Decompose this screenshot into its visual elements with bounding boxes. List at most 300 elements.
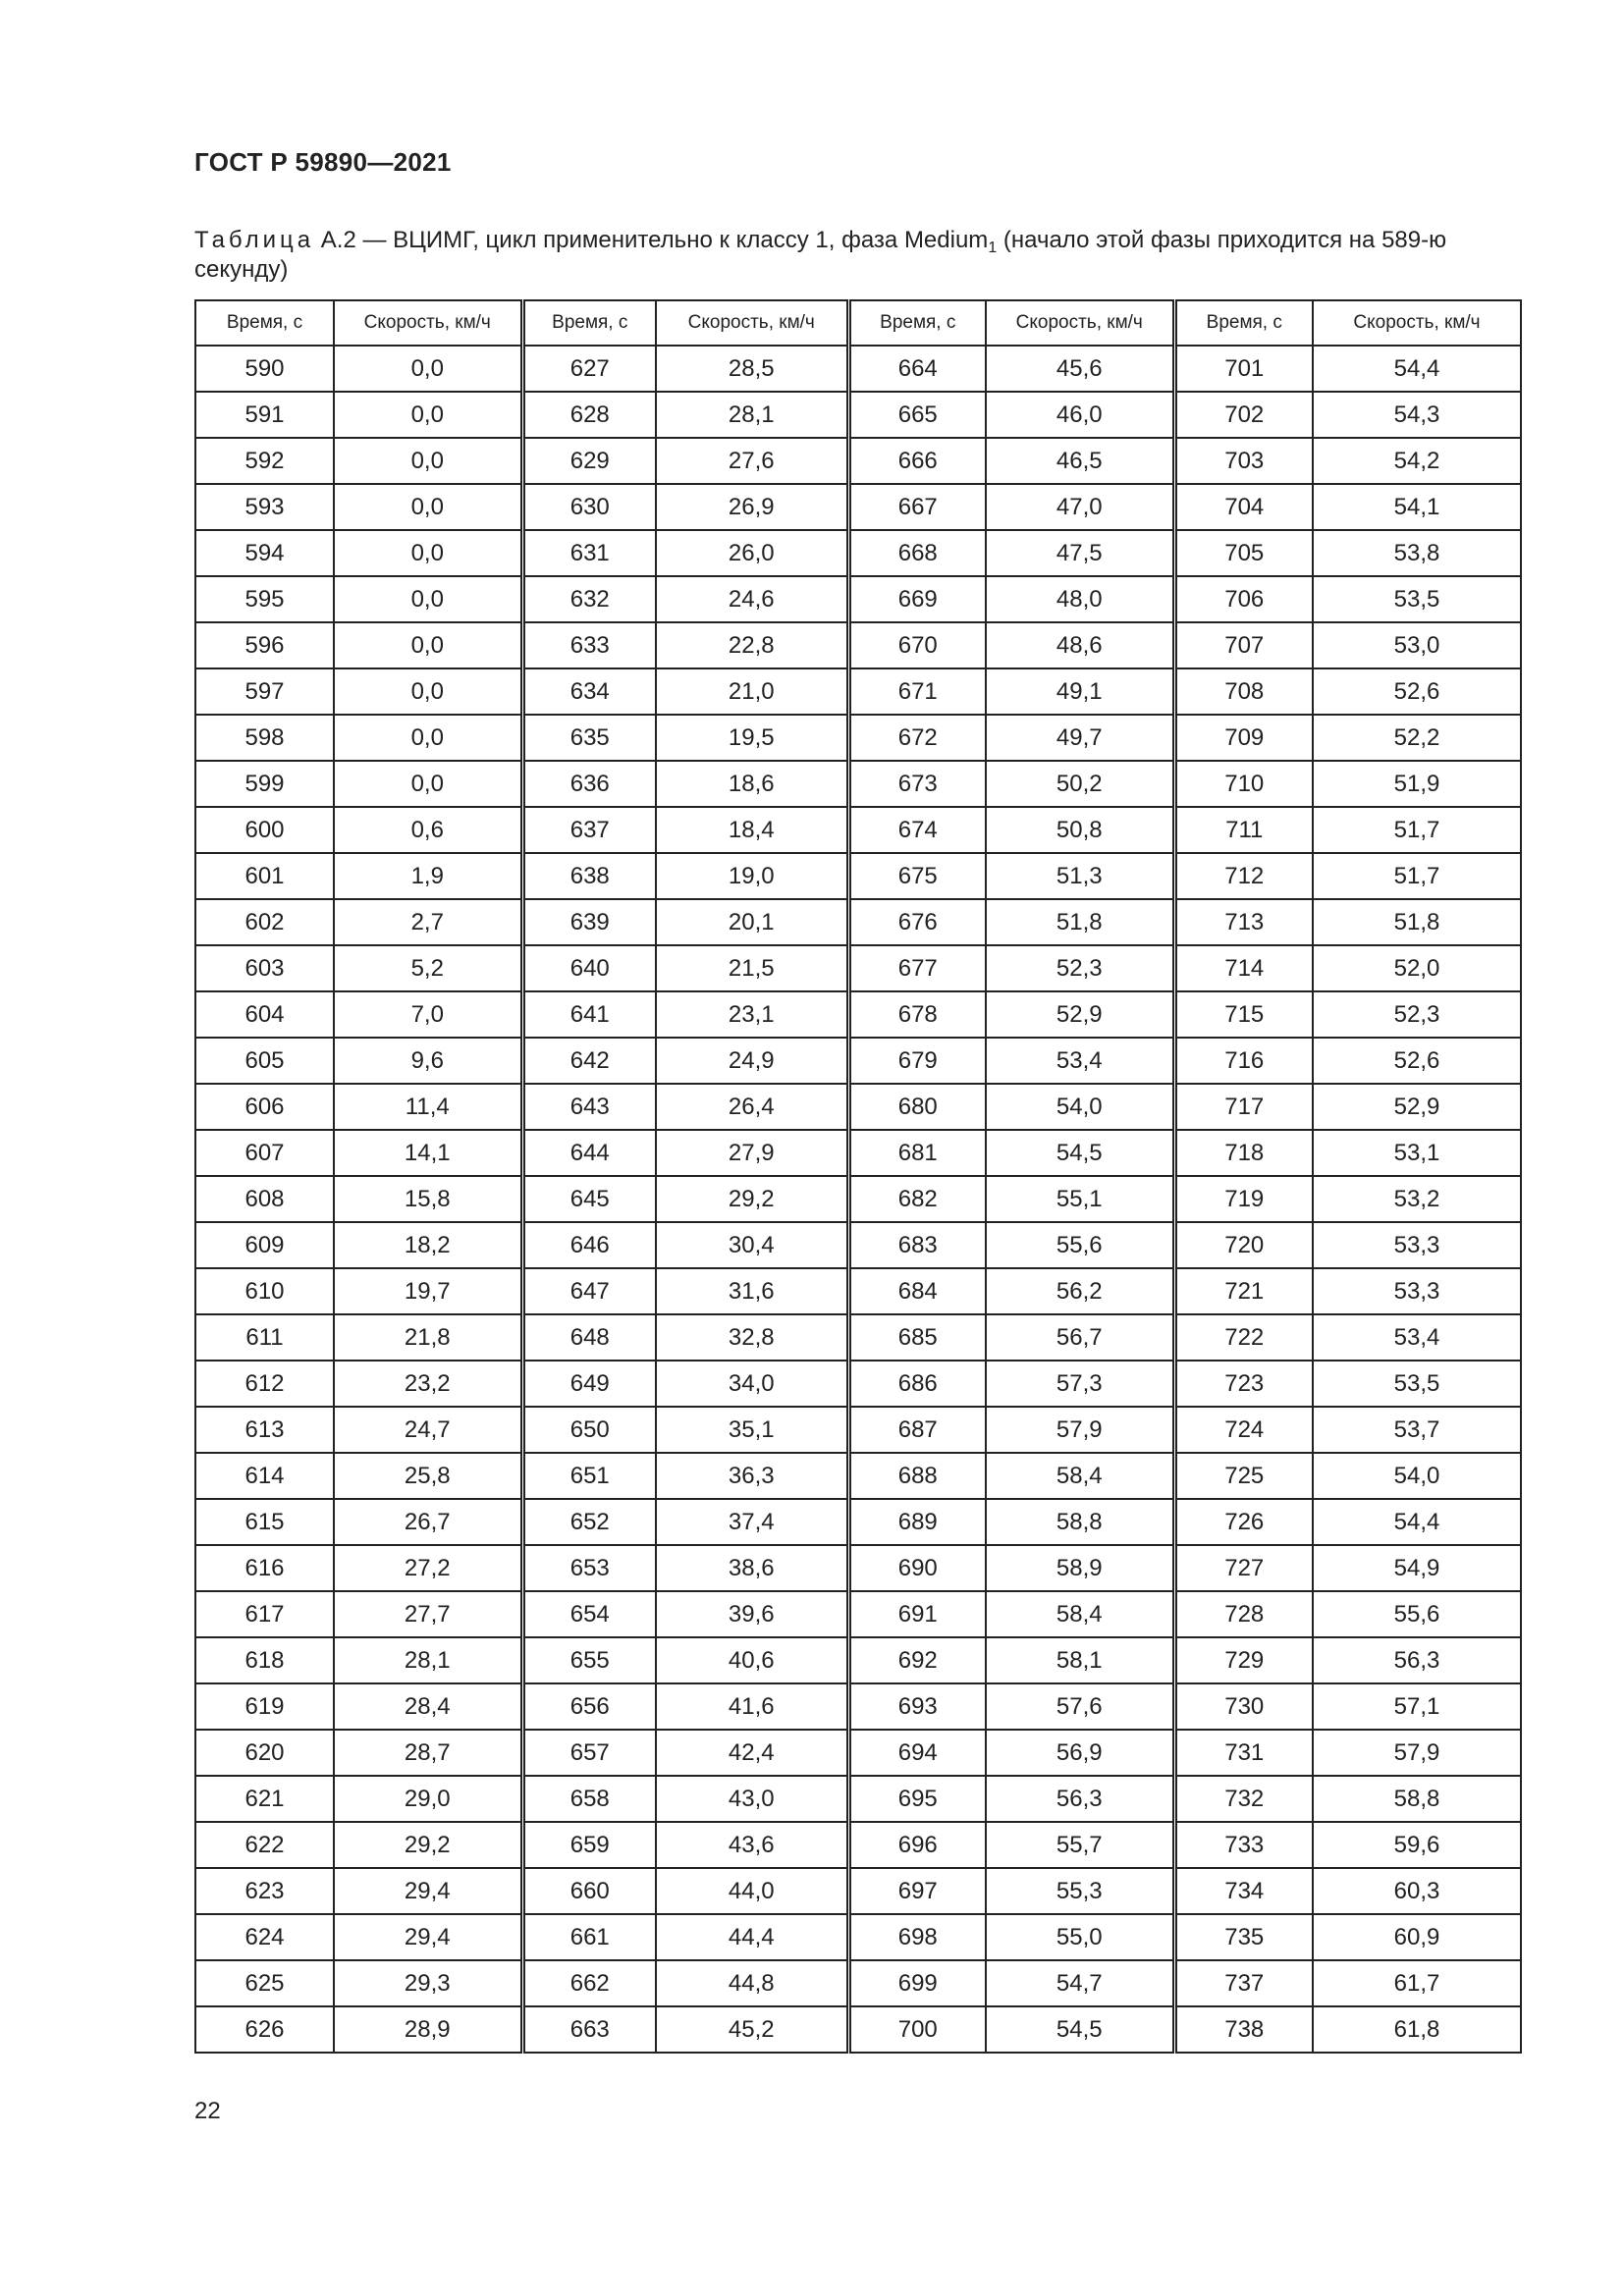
time-cell: 715 <box>1174 991 1313 1038</box>
time-cell: 732 <box>1174 1776 1313 1822</box>
time-cell: 590 <box>195 346 334 392</box>
speed-cell: 58,8 <box>1313 1776 1521 1822</box>
table-row <box>195 1822 1521 1868</box>
speed-cell: 11,4 <box>334 1084 522 1130</box>
speed-cell: 56,9 <box>986 1730 1174 1776</box>
table-row <box>195 1407 1521 1453</box>
speed-cell: 29,4 <box>334 1868 522 1914</box>
time-cell: 673 <box>848 761 986 807</box>
time-cell: 626 <box>195 2006 334 2053</box>
speed-cell: 0,0 <box>334 668 522 715</box>
table-row <box>195 715 1521 761</box>
time-cell: 647 <box>522 1268 656 1314</box>
speed-cell: 59,6 <box>1313 1822 1521 1868</box>
time-cell: 681 <box>848 1130 986 1176</box>
speed-cell: 37,4 <box>656 1499 848 1545</box>
speed-cell: 46,0 <box>986 392 1174 438</box>
speed-cell: 27,7 <box>334 1591 522 1637</box>
speed-cell: 19,5 <box>656 715 848 761</box>
time-cell: 667 <box>848 484 986 530</box>
time-cell: 702 <box>1174 392 1313 438</box>
speed-cell: 27,2 <box>334 1545 522 1591</box>
time-cell: 617 <box>195 1591 334 1637</box>
time-cell: 668 <box>848 530 986 576</box>
time-cell: 613 <box>195 1407 334 1453</box>
speed-cell: 0,0 <box>334 715 522 761</box>
table-row <box>195 484 1521 530</box>
time-cell: 652 <box>522 1499 656 1545</box>
time-cell: 719 <box>1174 1176 1313 1222</box>
time-cell: 705 <box>1174 530 1313 576</box>
speed-cell: 23,2 <box>334 1361 522 1407</box>
time-cell: 651 <box>522 1453 656 1499</box>
speed-cell: 54,3 <box>1313 392 1521 438</box>
speed-cell: 53,1 <box>1313 1130 1521 1176</box>
speed-cell: 51,3 <box>986 853 1174 899</box>
table-row <box>195 1914 1521 1960</box>
speed-cell: 55,6 <box>1313 1591 1521 1637</box>
speed-cell: 41,6 <box>656 1683 848 1730</box>
time-cell: 729 <box>1174 1637 1313 1683</box>
speed-cell: 53,0 <box>1313 622 1521 668</box>
table-row <box>195 2006 1521 2053</box>
time-cell: 630 <box>522 484 656 530</box>
time-cell: 663 <box>522 2006 656 2053</box>
table-row <box>195 668 1521 715</box>
speed-cell: 35,1 <box>656 1407 848 1453</box>
time-cell: 645 <box>522 1176 656 1222</box>
speed-cell: 55,1 <box>986 1176 1174 1222</box>
time-cell: 684 <box>848 1268 986 1314</box>
speed-cell: 58,8 <box>986 1499 1174 1545</box>
table-row <box>195 1499 1521 1545</box>
speed-cell: 51,8 <box>1313 899 1521 945</box>
table-row <box>195 1591 1521 1637</box>
time-cell: 603 <box>195 945 334 991</box>
speed-cell: 26,0 <box>656 530 848 576</box>
time-cell: 618 <box>195 1637 334 1683</box>
speed-cell: 34,0 <box>656 1361 848 1407</box>
time-cell: 723 <box>1174 1361 1313 1407</box>
time-cell: 695 <box>848 1776 986 1822</box>
table-row <box>195 1776 1521 1822</box>
speed-cell: 15,8 <box>334 1176 522 1222</box>
speed-cell: 1,9 <box>334 853 522 899</box>
time-cell: 642 <box>522 1038 656 1084</box>
speed-cell: 25,8 <box>334 1453 522 1499</box>
time-cell: 639 <box>522 899 656 945</box>
time-cell: 625 <box>195 1960 334 2006</box>
speed-cell: 55,6 <box>986 1222 1174 1268</box>
time-cell: 687 <box>848 1407 986 1453</box>
speed-cell: 54,2 <box>1313 438 1521 484</box>
speed-cell: 0,0 <box>334 576 522 622</box>
time-cell: 727 <box>1174 1545 1313 1591</box>
time-cell: 718 <box>1174 1130 1313 1176</box>
speed-cell: 21,0 <box>656 668 848 715</box>
speed-cell: 58,1 <box>986 1637 1174 1683</box>
speed-cell: 52,9 <box>1313 1084 1521 1130</box>
time-cell: 638 <box>522 853 656 899</box>
speed-cell: 57,1 <box>1313 1683 1521 1730</box>
table-row <box>195 1683 1521 1730</box>
table-row <box>195 1361 1521 1407</box>
time-cell: 592 <box>195 438 334 484</box>
time-cell: 646 <box>522 1222 656 1268</box>
speed-time-table <box>194 299 1522 2054</box>
table-row <box>195 1176 1521 1222</box>
table-row <box>195 1453 1521 1499</box>
speed-cell: 54,9 <box>1313 1545 1521 1591</box>
time-cell: 631 <box>522 530 656 576</box>
speed-cell: 57,9 <box>1313 1730 1521 1776</box>
speed-cell: 2,7 <box>334 899 522 945</box>
time-cell: 731 <box>1174 1730 1313 1776</box>
column-header-time: Время, с <box>195 300 334 346</box>
speed-cell: 28,1 <box>334 1637 522 1683</box>
time-cell: 634 <box>522 668 656 715</box>
speed-cell: 0,0 <box>334 346 522 392</box>
table-caption-subscript: 1 <box>988 240 998 256</box>
time-cell: 685 <box>848 1314 986 1361</box>
time-cell: 693 <box>848 1683 986 1730</box>
time-cell: 733 <box>1174 1822 1313 1868</box>
column-header-speed: Скорость, км/ч <box>656 300 848 346</box>
time-cell: 689 <box>848 1499 986 1545</box>
time-cell: 698 <box>848 1914 986 1960</box>
time-cell: 654 <box>522 1591 656 1637</box>
time-cell: 661 <box>522 1914 656 1960</box>
time-cell: 704 <box>1174 484 1313 530</box>
time-cell: 726 <box>1174 1499 1313 1545</box>
time-cell: 676 <box>848 899 986 945</box>
table-row <box>195 576 1521 622</box>
table-header-row <box>195 300 1521 346</box>
time-cell: 683 <box>848 1222 986 1268</box>
table-row <box>195 1038 1521 1084</box>
speed-cell: 18,2 <box>334 1222 522 1268</box>
page-number: 22 <box>194 2098 221 2124</box>
table-row <box>195 1730 1521 1776</box>
time-cell: 591 <box>195 392 334 438</box>
speed-cell: 30,4 <box>656 1222 848 1268</box>
speed-cell: 51,7 <box>1313 853 1521 899</box>
time-cell: 622 <box>195 1822 334 1868</box>
table-body <box>195 346 1521 2053</box>
speed-cell: 54,5 <box>986 2006 1174 2053</box>
speed-cell: 58,9 <box>986 1545 1174 1591</box>
speed-cell: 43,0 <box>656 1776 848 1822</box>
table-caption-text-tail: (начало этой фазы приходится на 589-ю секунду) <box>194 227 1447 283</box>
speed-cell: 53,4 <box>1313 1314 1521 1361</box>
time-cell: 717 <box>1174 1084 1313 1130</box>
time-cell: 628 <box>522 392 656 438</box>
speed-cell: 7,0 <box>334 991 522 1038</box>
time-cell: 615 <box>195 1499 334 1545</box>
time-cell: 644 <box>522 1130 656 1176</box>
speed-cell: 55,7 <box>986 1822 1174 1868</box>
time-cell: 714 <box>1174 945 1313 991</box>
column-header-time: Время, с <box>1174 300 1313 346</box>
time-cell: 703 <box>1174 438 1313 484</box>
speed-cell: 22,8 <box>656 622 848 668</box>
speed-cell: 58,4 <box>986 1453 1174 1499</box>
speed-cell: 45,6 <box>986 346 1174 392</box>
speed-cell: 57,6 <box>986 1683 1174 1730</box>
time-cell: 738 <box>1174 2006 1313 2053</box>
table-row <box>195 1545 1521 1591</box>
table-row <box>195 991 1521 1038</box>
speed-cell: 18,4 <box>656 807 848 853</box>
speed-cell: 31,6 <box>656 1268 848 1314</box>
time-cell: 612 <box>195 1361 334 1407</box>
speed-cell: 47,5 <box>986 530 1174 576</box>
column-header-speed: Скорость, км/ч <box>986 300 1174 346</box>
speed-cell: 39,6 <box>656 1591 848 1637</box>
speed-cell: 29,4 <box>334 1914 522 1960</box>
table-row <box>195 1130 1521 1176</box>
speed-cell: 44,0 <box>656 1868 848 1914</box>
time-cell: 728 <box>1174 1591 1313 1637</box>
time-cell: 678 <box>848 991 986 1038</box>
time-cell: 653 <box>522 1545 656 1591</box>
speed-cell: 44,4 <box>656 1914 848 1960</box>
time-cell: 627 <box>522 346 656 392</box>
speed-cell: 14,1 <box>334 1130 522 1176</box>
time-cell: 722 <box>1174 1314 1313 1361</box>
time-cell: 662 <box>522 1960 656 2006</box>
time-cell: 629 <box>522 438 656 484</box>
speed-cell: 45,2 <box>656 2006 848 2053</box>
speed-cell: 54,0 <box>986 1084 1174 1130</box>
time-cell: 690 <box>848 1545 986 1591</box>
speed-cell: 26,7 <box>334 1499 522 1545</box>
time-cell: 692 <box>848 1637 986 1683</box>
time-cell: 724 <box>1174 1407 1313 1453</box>
speed-cell: 28,4 <box>334 1683 522 1730</box>
speed-cell: 52,6 <box>1313 668 1521 715</box>
time-cell: 725 <box>1174 1453 1313 1499</box>
speed-cell: 54,1 <box>1313 484 1521 530</box>
time-cell: 664 <box>848 346 986 392</box>
table-row <box>195 761 1521 807</box>
speed-cell: 28,9 <box>334 2006 522 2053</box>
speed-cell: 9,6 <box>334 1038 522 1084</box>
speed-cell: 27,6 <box>656 438 848 484</box>
speed-cell: 21,5 <box>656 945 848 991</box>
speed-cell: 28,7 <box>334 1730 522 1776</box>
time-cell: 697 <box>848 1868 986 1914</box>
time-cell: 636 <box>522 761 656 807</box>
speed-cell: 54,4 <box>1313 1499 1521 1545</box>
speed-cell: 54,7 <box>986 1960 1174 2006</box>
speed-cell: 60,3 <box>1313 1868 1521 1914</box>
table-row <box>195 1960 1521 2006</box>
speed-cell: 53,3 <box>1313 1268 1521 1314</box>
speed-cell: 29,3 <box>334 1960 522 2006</box>
time-cell: 643 <box>522 1084 656 1130</box>
speed-cell: 28,1 <box>656 392 848 438</box>
speed-cell: 51,7 <box>1313 807 1521 853</box>
time-cell: 656 <box>522 1683 656 1730</box>
table-caption <box>194 226 1520 285</box>
time-cell: 595 <box>195 576 334 622</box>
speed-cell: 58,4 <box>986 1591 1174 1637</box>
time-cell: 707 <box>1174 622 1313 668</box>
time-cell: 657 <box>522 1730 656 1776</box>
time-cell: 620 <box>195 1730 334 1776</box>
time-cell: 701 <box>1174 346 1313 392</box>
table-row <box>195 1868 1521 1914</box>
time-cell: 610 <box>195 1268 334 1314</box>
speed-cell: 56,3 <box>1313 1637 1521 1683</box>
column-header-time: Время, с <box>848 300 986 346</box>
time-cell: 632 <box>522 576 656 622</box>
time-cell: 694 <box>848 1730 986 1776</box>
time-cell: 666 <box>848 438 986 484</box>
time-cell: 623 <box>195 1868 334 1914</box>
speed-cell: 56,7 <box>986 1314 1174 1361</box>
time-cell: 600 <box>195 807 334 853</box>
speed-cell: 44,8 <box>656 1960 848 2006</box>
table-row <box>195 807 1521 853</box>
speed-cell: 24,7 <box>334 1407 522 1453</box>
speed-cell: 26,9 <box>656 484 848 530</box>
speed-cell: 0,6 <box>334 807 522 853</box>
speed-cell: 50,8 <box>986 807 1174 853</box>
speed-cell: 54,4 <box>1313 346 1521 392</box>
speed-cell: 0,0 <box>334 530 522 576</box>
speed-cell: 57,9 <box>986 1407 1174 1453</box>
speed-cell: 48,6 <box>986 622 1174 668</box>
speed-cell: 0,0 <box>334 761 522 807</box>
speed-cell: 51,9 <box>1313 761 1521 807</box>
table-row <box>195 530 1521 576</box>
table-row <box>195 438 1521 484</box>
speed-cell: 55,0 <box>986 1914 1174 1960</box>
time-cell: 605 <box>195 1038 334 1084</box>
speed-cell: 61,7 <box>1313 1960 1521 2006</box>
time-cell: 675 <box>848 853 986 899</box>
time-cell: 640 <box>522 945 656 991</box>
time-cell: 699 <box>848 1960 986 2006</box>
time-cell: 665 <box>848 392 986 438</box>
speed-cell: 28,5 <box>656 346 848 392</box>
time-cell: 614 <box>195 1453 334 1499</box>
table-row <box>195 945 1521 991</box>
time-cell: 596 <box>195 622 334 668</box>
time-cell: 710 <box>1174 761 1313 807</box>
speed-cell: 52,3 <box>1313 991 1521 1038</box>
speed-cell: 52,0 <box>1313 945 1521 991</box>
time-cell: 602 <box>195 899 334 945</box>
speed-cell: 29,0 <box>334 1776 522 1822</box>
time-cell: 720 <box>1174 1222 1313 1268</box>
speed-cell: 43,6 <box>656 1822 848 1868</box>
time-cell: 674 <box>848 807 986 853</box>
time-cell: 619 <box>195 1683 334 1730</box>
time-cell: 594 <box>195 530 334 576</box>
speed-cell: 53,8 <box>1313 530 1521 576</box>
speed-cell: 53,5 <box>1313 576 1521 622</box>
time-cell: 633 <box>522 622 656 668</box>
time-cell: 648 <box>522 1314 656 1361</box>
speed-cell: 53,5 <box>1313 1361 1521 1407</box>
time-cell: 607 <box>195 1130 334 1176</box>
table-caption-text: — ВЦИМГ, цикл применительно к классу 1, фаза Medium <box>355 227 989 253</box>
speed-cell: 47,0 <box>986 484 1174 530</box>
speed-cell: 0,0 <box>334 392 522 438</box>
speed-cell: 42,4 <box>656 1730 848 1776</box>
speed-cell: 24,6 <box>656 576 848 622</box>
time-cell: 691 <box>848 1591 986 1637</box>
time-cell: 696 <box>848 1822 986 1868</box>
speed-cell: 38,6 <box>656 1545 848 1591</box>
speed-cell: 29,2 <box>334 1822 522 1868</box>
speed-cell: 55,3 <box>986 1868 1174 1914</box>
speed-cell: 52,2 <box>1313 715 1521 761</box>
speed-cell: 26,4 <box>656 1084 848 1130</box>
time-cell: 616 <box>195 1545 334 1591</box>
time-cell: 635 <box>522 715 656 761</box>
speed-cell: 20,1 <box>656 899 848 945</box>
speed-cell: 0,0 <box>334 484 522 530</box>
speed-cell: 29,2 <box>656 1176 848 1222</box>
time-cell: 730 <box>1174 1683 1313 1730</box>
table-row <box>195 622 1521 668</box>
speed-cell: 53,4 <box>986 1038 1174 1084</box>
time-cell: 598 <box>195 715 334 761</box>
speed-cell: 27,9 <box>656 1130 848 1176</box>
speed-cell: 19,0 <box>656 853 848 899</box>
speed-cell: 0,0 <box>334 622 522 668</box>
time-cell: 641 <box>522 991 656 1038</box>
time-cell: 637 <box>522 807 656 853</box>
table-row <box>195 346 1521 392</box>
time-cell: 658 <box>522 1776 656 1822</box>
document-header: ГОСТ Р 59890—2021 <box>194 147 452 177</box>
time-cell: 649 <box>522 1361 656 1407</box>
time-cell: 601 <box>195 853 334 899</box>
time-cell: 737 <box>1174 1960 1313 2006</box>
time-cell: 670 <box>848 622 986 668</box>
speed-cell: 23,1 <box>656 991 848 1038</box>
speed-cell: 57,3 <box>986 1361 1174 1407</box>
column-header-time: Время, с <box>522 300 656 346</box>
time-cell: 671 <box>848 668 986 715</box>
time-cell: 713 <box>1174 899 1313 945</box>
speed-cell: 51,8 <box>986 899 1174 945</box>
time-cell: 712 <box>1174 853 1313 899</box>
speed-cell: 18,6 <box>656 761 848 807</box>
table-row <box>195 1637 1521 1683</box>
time-cell: 599 <box>195 761 334 807</box>
time-cell: 606 <box>195 1084 334 1130</box>
speed-cell: 52,3 <box>986 945 1174 991</box>
table-row <box>195 392 1521 438</box>
table-row <box>195 899 1521 945</box>
time-cell: 735 <box>1174 1914 1313 1960</box>
table-caption-label: Таблица <box>194 227 315 253</box>
time-cell: 688 <box>848 1453 986 1499</box>
time-cell: 677 <box>848 945 986 991</box>
speed-cell: 53,3 <box>1313 1222 1521 1268</box>
time-cell: 721 <box>1174 1268 1313 1314</box>
speed-cell: 61,8 <box>1313 2006 1521 2053</box>
speed-cell: 0,0 <box>334 438 522 484</box>
time-cell: 660 <box>522 1868 656 1914</box>
time-cell: 593 <box>195 484 334 530</box>
